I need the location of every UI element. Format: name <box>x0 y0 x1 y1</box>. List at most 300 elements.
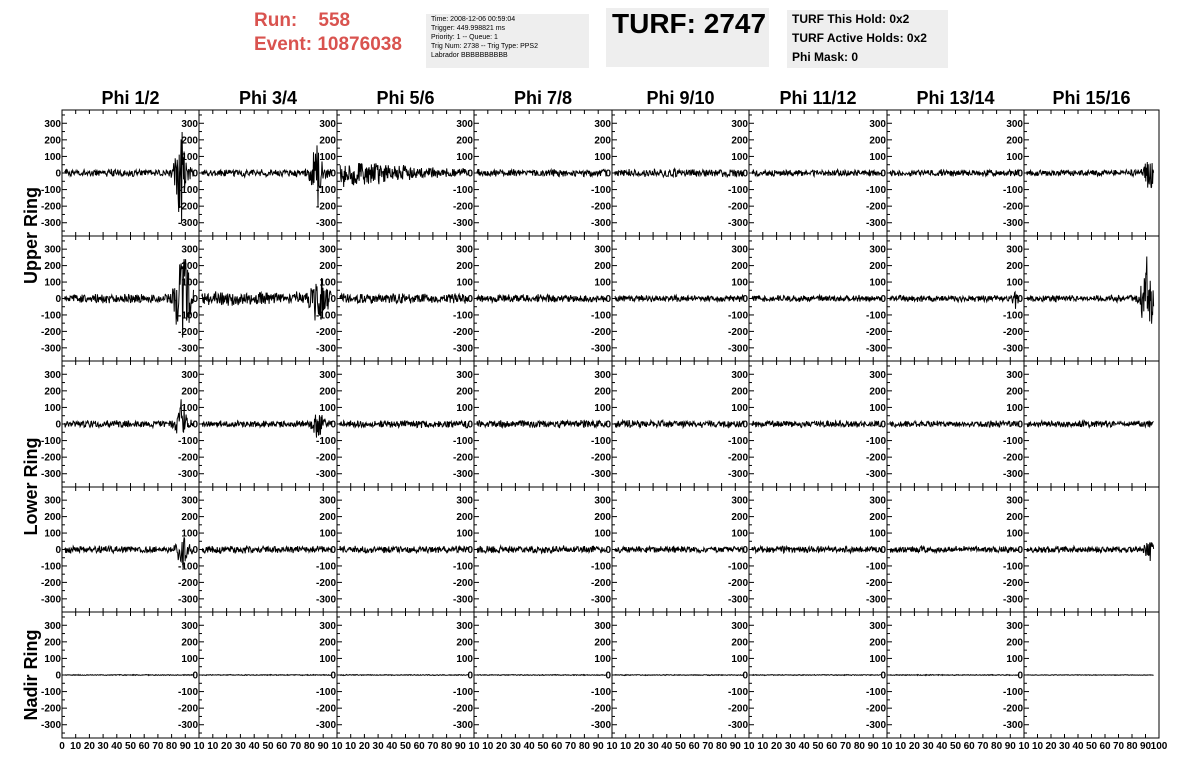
y-tick-label: 300 <box>319 620 336 632</box>
y-tick-label: 300 <box>456 620 473 632</box>
y-tick-label: 0 <box>330 545 336 556</box>
y-tick-label: -200 <box>452 201 473 213</box>
x-tick-label: 90 <box>867 741 879 752</box>
y-tick-label: 100 <box>731 402 748 414</box>
y-tick-label: 0 <box>55 294 61 305</box>
waveform-line <box>890 170 1019 177</box>
y-tick-label: 0 <box>192 294 198 305</box>
x-tick-label: 30 <box>647 741 659 752</box>
x-tick-label: 30 <box>784 741 796 752</box>
y-tick-label: -100 <box>452 185 473 197</box>
y-tick-label: -100 <box>727 310 748 322</box>
x-tick-label: 30 <box>234 741 246 752</box>
x-tick-label: 40 <box>523 741 535 752</box>
y-tick-label: 100 <box>319 402 336 414</box>
y-tick-label: -300 <box>452 720 473 732</box>
y-tick-label: 300 <box>181 369 198 381</box>
y-tick-label: 100 <box>44 277 61 289</box>
x-tick-label: 60 <box>826 741 838 752</box>
y-tick-label: 100 <box>456 653 473 665</box>
y-tick-label: -200 <box>177 703 198 715</box>
y-tick-label: -300 <box>727 594 748 606</box>
x-tick-label: 70 <box>152 741 164 752</box>
y-tick-label: -300 <box>452 343 473 355</box>
y-tick-label: -200 <box>40 577 61 589</box>
x-tick-label: 30 <box>509 741 521 752</box>
y-tick-label: -200 <box>40 703 61 715</box>
y-tick-label: -100 <box>452 561 473 573</box>
y-tick-label: -300 <box>727 469 748 481</box>
phi-mask: Phi Mask: 0 <box>792 50 859 64</box>
y-tick-label: -300 <box>40 469 61 481</box>
y-tick-label: -200 <box>590 201 611 213</box>
y-tick-label: 0 <box>55 419 61 431</box>
x-tick-label: 10 <box>193 741 205 752</box>
y-tick-label: 200 <box>44 261 61 273</box>
waveform-line <box>202 675 332 676</box>
y-tick-label: 300 <box>731 495 748 507</box>
y-tick-label: 0 <box>1017 168 1023 180</box>
waveform-line <box>752 295 882 302</box>
x-tick-label: 70 <box>427 741 439 752</box>
ring-label: Upper Ring <box>21 187 41 284</box>
y-tick-label: 200 <box>731 637 748 649</box>
x-tick-label: 60 <box>963 741 975 752</box>
y-tick-label: 300 <box>44 620 61 632</box>
y-tick-label: 200 <box>44 135 61 147</box>
y-tick-label: -100 <box>315 436 336 448</box>
waveform-line <box>890 546 1019 553</box>
x-tick-label: 10 <box>207 741 219 752</box>
y-tick-label: 100 <box>1006 402 1023 414</box>
waveform-line <box>752 546 882 553</box>
y-tick-label: -100 <box>177 185 198 197</box>
y-tick-label: 100 <box>869 528 886 540</box>
waveform-line <box>752 421 882 428</box>
y-tick-label: 200 <box>456 261 473 273</box>
y-tick-label: -300 <box>315 720 336 732</box>
y-tick-label: 100 <box>869 151 886 163</box>
y-tick-label: 100 <box>1006 528 1023 540</box>
y-tick-label: 100 <box>44 653 61 665</box>
y-tick-label: 0 <box>605 545 611 556</box>
x-tick-label: 90 <box>1139 741 1152 752</box>
y-tick-label: -100 <box>865 436 886 448</box>
x-tick-label: 30 <box>97 741 109 752</box>
y-tick-label: 0 <box>467 670 473 682</box>
x-tick-label: 50 <box>674 741 687 752</box>
waveform-line <box>202 415 332 438</box>
y-tick-label: 100 <box>319 151 336 163</box>
y-tick-label: -100 <box>1002 436 1023 448</box>
y-tick-label: 300 <box>456 495 473 507</box>
x-tick-label: 80 <box>991 741 1003 752</box>
waveform-line <box>1027 542 1154 561</box>
waveform-line <box>477 675 607 676</box>
waveform-line <box>65 132 194 224</box>
y-tick-label: 300 <box>319 495 336 507</box>
y-tick-label: 200 <box>1006 386 1023 398</box>
y-tick-label: 0 <box>880 419 886 431</box>
y-tick-label: 100 <box>594 528 611 540</box>
waveform-line <box>615 675 744 676</box>
y-tick-label: 0 <box>55 168 61 180</box>
column-title: Phi 9/10 <box>646 88 715 108</box>
y-tick-label: 100 <box>319 528 336 540</box>
y-tick-label: 100 <box>456 277 473 289</box>
y-tick-label: 300 <box>181 495 198 507</box>
waveform-line <box>477 169 607 177</box>
y-tick-label: 0 <box>467 545 473 556</box>
y-tick-label: 0 <box>880 294 886 305</box>
y-tick-label: 300 <box>319 118 336 130</box>
y-tick-label: -100 <box>590 310 611 322</box>
x-tick-label: 10 <box>606 741 618 752</box>
waveform-line <box>65 537 194 568</box>
column-title: Phi 15/16 <box>1052 88 1131 108</box>
x-tick-label: 60 <box>276 741 288 752</box>
y-tick-label: 0 <box>742 545 748 556</box>
y-tick-label: -300 <box>40 720 61 732</box>
y-tick-label: 100 <box>44 402 61 414</box>
x-tick-label: 20 <box>908 741 920 752</box>
x-tick-label: 50 <box>262 741 274 752</box>
y-tick-label: -300 <box>590 343 611 355</box>
y-tick-label: -200 <box>1002 703 1023 715</box>
y-tick-label: 300 <box>44 118 61 130</box>
y-tick-label: 300 <box>181 620 198 632</box>
y-tick-label: -300 <box>177 218 198 230</box>
x-tick-label: 50 <box>124 741 137 752</box>
y-tick-label: 300 <box>319 244 336 256</box>
y-tick-label: 0 <box>192 419 198 431</box>
y-tick-label: -300 <box>40 343 61 355</box>
waveform-line <box>340 163 469 187</box>
x-tick-label: 0 <box>59 741 65 752</box>
y-tick-label: 200 <box>456 512 473 524</box>
y-tick-label: -300 <box>40 218 61 230</box>
y-tick-label: 100 <box>1006 277 1023 289</box>
x-tick-label: 10 <box>345 741 357 752</box>
y-tick-label: 300 <box>731 118 748 130</box>
y-tick-label: -100 <box>590 185 611 197</box>
ring-label: Lower Ring <box>21 437 41 536</box>
y-tick-label: 300 <box>456 369 473 381</box>
y-tick-label: -300 <box>1002 343 1023 355</box>
x-tick-label: 10 <box>331 741 343 752</box>
y-tick-label: -200 <box>177 201 198 213</box>
y-tick-label: 200 <box>869 135 886 147</box>
y-tick-label: -200 <box>727 577 748 589</box>
y-tick-label: 0 <box>605 294 611 305</box>
y-tick-label: 100 <box>1006 151 1023 163</box>
y-tick-label: -200 <box>315 326 336 338</box>
x-tick-label: 50 <box>537 741 549 752</box>
event-value: 10876038 <box>317 34 402 55</box>
y-tick-label: -300 <box>177 594 198 606</box>
y-tick-label: 100 <box>594 402 611 414</box>
y-tick-label: -200 <box>40 201 61 213</box>
y-tick-label: -200 <box>727 326 748 338</box>
y-tick-label: -200 <box>452 452 473 464</box>
y-tick-label: -100 <box>40 310 61 322</box>
y-tick-label: -200 <box>865 452 886 464</box>
y-tick-label: -300 <box>315 218 336 230</box>
y-tick-label: -300 <box>177 720 198 732</box>
y-tick-label: 0 <box>467 419 473 431</box>
y-tick-label: -300 <box>452 218 473 230</box>
y-tick-label: -200 <box>1002 326 1023 338</box>
y-tick-label: -200 <box>40 326 61 338</box>
y-tick-label: 0 <box>330 294 336 305</box>
turf-this-hold: TURF This Hold: 0x2 <box>792 12 910 26</box>
y-tick-label: 300 <box>594 244 611 256</box>
y-tick-label: 300 <box>1006 495 1023 507</box>
y-tick-label: -300 <box>865 469 886 481</box>
x-tick-label: 100 <box>1150 741 1168 752</box>
waveform-line <box>65 259 194 338</box>
x-tick-label: 60 <box>1099 741 1111 752</box>
waveform-line <box>890 675 1019 676</box>
waveform-line <box>890 420 1019 427</box>
column-title: Phi 7/8 <box>513 88 573 108</box>
column-title: Phi 5/6 <box>376 88 435 108</box>
y-tick-label: -100 <box>1002 310 1023 322</box>
waveform-line <box>752 170 882 177</box>
waveform-line <box>752 675 882 676</box>
waveform-line <box>65 399 194 433</box>
y-tick-label: 200 <box>594 386 611 398</box>
y-tick-label: 100 <box>594 151 611 163</box>
y-tick-label: -200 <box>315 577 336 589</box>
y-tick-label: -100 <box>1002 185 1023 197</box>
y-tick-label: 200 <box>319 261 336 273</box>
x-tick-label: 50 <box>1085 741 1098 752</box>
x-tick-label: 90 <box>592 741 604 752</box>
y-tick-label: 200 <box>456 135 473 147</box>
y-tick-label: -200 <box>1002 201 1023 213</box>
y-tick-label: -200 <box>177 452 198 464</box>
y-tick-label: 200 <box>44 637 61 649</box>
y-tick-label: 200 <box>594 637 611 649</box>
y-tick-label: 300 <box>44 244 61 256</box>
x-tick-label: 90 <box>179 741 191 752</box>
y-tick-label: 100 <box>181 151 198 163</box>
x-tick-label: 30 <box>922 741 934 752</box>
info-labrador: Labrador BBBBBBBBBB <box>431 52 508 59</box>
waveform-line <box>615 420 744 428</box>
y-tick-label: 300 <box>869 495 886 507</box>
y-tick-label: -300 <box>590 469 611 481</box>
x-tick-label: 30 <box>1058 741 1071 752</box>
y-tick-label: -100 <box>452 436 473 448</box>
y-tick-label: 100 <box>869 653 886 665</box>
y-tick-label: -200 <box>590 577 611 589</box>
y-tick-label: 300 <box>594 118 611 130</box>
x-tick-label: 50 <box>812 741 824 752</box>
y-tick-label: 300 <box>731 244 748 256</box>
waveform-line <box>340 420 469 428</box>
y-tick-label: 100 <box>594 277 611 289</box>
y-tick-label: 200 <box>181 261 198 273</box>
x-tick-label: 40 <box>936 741 948 752</box>
y-tick-label: 300 <box>44 369 61 381</box>
y-tick-label: -100 <box>865 185 886 197</box>
x-tick-label: 40 <box>386 741 398 752</box>
y-tick-label: -300 <box>865 720 886 732</box>
y-tick-label: -100 <box>865 687 886 699</box>
x-tick-label: 10 <box>70 741 82 752</box>
y-tick-label: 100 <box>319 653 336 665</box>
y-tick-label: 300 <box>456 244 473 256</box>
y-tick-label: 200 <box>319 637 336 649</box>
y-tick-label: -100 <box>177 436 198 448</box>
waveform-line <box>340 294 469 304</box>
waveform-line <box>202 278 332 320</box>
y-tick-label: 0 <box>192 168 198 180</box>
y-tick-label: 200 <box>869 261 886 273</box>
y-tick-label: 100 <box>594 653 611 665</box>
y-tick-label: 0 <box>605 168 611 180</box>
y-tick-label: 200 <box>319 512 336 524</box>
x-tick-label: 20 <box>358 741 370 752</box>
y-tick-label: -300 <box>1002 469 1023 481</box>
y-tick-label: 200 <box>456 386 473 398</box>
x-tick-label: 50 <box>399 741 412 752</box>
x-tick-label: 90 <box>317 741 329 752</box>
y-tick-label: 200 <box>181 512 198 524</box>
info-time: Time: 2008-12-06 00:59:04 <box>431 16 516 23</box>
waveform-line <box>1027 162 1154 188</box>
x-tick-label: 50 <box>949 741 962 752</box>
column-title: Phi 1/2 <box>101 88 160 108</box>
x-tick-label: 20 <box>221 741 233 752</box>
y-tick-label: 200 <box>44 386 61 398</box>
x-tick-label: 40 <box>111 741 123 752</box>
y-tick-label: 200 <box>869 512 886 524</box>
y-tick-label: 0 <box>330 168 336 180</box>
column-title: Phi 3/4 <box>238 88 298 108</box>
x-tick-label: 20 <box>83 741 95 752</box>
y-tick-label: -100 <box>177 687 198 699</box>
y-tick-label: 200 <box>731 386 748 398</box>
x-tick-label: 10 <box>1031 741 1044 752</box>
column-title: Phi 11/12 <box>779 88 857 108</box>
y-tick-label: -200 <box>727 703 748 715</box>
y-tick-label: -300 <box>865 594 886 606</box>
x-tick-label: 60 <box>551 741 563 752</box>
y-tick-label: -100 <box>727 561 748 573</box>
y-tick-label: 300 <box>1006 244 1023 256</box>
y-tick-label: -300 <box>315 343 336 355</box>
waveform-line <box>890 292 1019 309</box>
waveform-line <box>477 420 607 428</box>
info-trigger: Trigger: 449.998821 ms <box>431 25 506 32</box>
y-tick-label: -100 <box>727 185 748 197</box>
y-tick-label: -100 <box>865 561 886 573</box>
y-tick-label: -300 <box>590 720 611 732</box>
x-tick-label: 10 <box>743 741 755 752</box>
y-tick-label: 200 <box>869 386 886 398</box>
y-tick-label: -300 <box>1002 218 1023 230</box>
y-tick-label: 0 <box>1017 545 1023 556</box>
x-tick-label: 80 <box>578 741 590 752</box>
waveform-line <box>65 675 194 676</box>
y-tick-label: 200 <box>319 135 336 147</box>
y-tick-label: 0 <box>55 670 61 682</box>
y-tick-label: -200 <box>452 326 473 338</box>
y-tick-label: -100 <box>452 687 473 699</box>
y-tick-label: 100 <box>731 653 748 665</box>
y-tick-label: -200 <box>590 703 611 715</box>
y-tick-label: -200 <box>590 326 611 338</box>
y-tick-label: -100 <box>727 436 748 448</box>
x-tick-label: 60 <box>688 741 700 752</box>
x-tick-label: 40 <box>798 741 810 752</box>
y-tick-label: -300 <box>40 594 61 606</box>
y-tick-label: -100 <box>40 436 61 448</box>
turf-number: TURF: 2747 <box>612 8 767 39</box>
waveform-line <box>202 546 332 554</box>
y-tick-label: -100 <box>590 561 611 573</box>
y-tick-label: -100 <box>315 310 336 322</box>
y-tick-label: 200 <box>456 637 473 649</box>
y-tick-label: -100 <box>865 310 886 322</box>
y-tick-label: -100 <box>177 310 198 322</box>
y-tick-label: -300 <box>590 594 611 606</box>
y-tick-label: 0 <box>1017 419 1023 431</box>
y-tick-label: -200 <box>177 577 198 589</box>
x-tick-label: 10 <box>881 741 893 752</box>
waveform-line <box>1027 675 1154 676</box>
y-tick-label: 200 <box>594 261 611 273</box>
y-tick-label: 200 <box>869 637 886 649</box>
y-tick-label: -200 <box>865 201 886 213</box>
y-tick-label: 0 <box>880 545 886 556</box>
y-tick-label: 200 <box>181 637 198 649</box>
x-tick-label: 90 <box>454 741 466 752</box>
y-tick-label: -300 <box>452 469 473 481</box>
x-tick-label: 80 <box>166 741 178 752</box>
turf-active-holds: TURF Active Holds: 0x2 <box>792 31 927 45</box>
y-tick-label: -200 <box>865 326 886 338</box>
y-tick-label: -100 <box>590 687 611 699</box>
y-tick-label: 100 <box>869 402 886 414</box>
y-tick-label: -300 <box>727 343 748 355</box>
run-label: Run: <box>254 10 298 31</box>
y-tick-label: 300 <box>594 495 611 507</box>
waveform-line <box>340 675 469 676</box>
y-tick-label: -200 <box>1002 452 1023 464</box>
y-tick-label: -200 <box>315 201 336 213</box>
x-tick-label: 70 <box>565 741 577 752</box>
y-tick-label: 100 <box>44 151 61 163</box>
y-tick-label: 200 <box>1006 637 1023 649</box>
x-tick-label: 10 <box>757 741 769 752</box>
waveform-line <box>615 546 744 553</box>
x-tick-label: 10 <box>468 741 480 752</box>
x-tick-label: 60 <box>138 741 150 752</box>
x-tick-label: 80 <box>716 741 728 752</box>
y-tick-label: -200 <box>452 703 473 715</box>
y-tick-label: -300 <box>452 594 473 606</box>
y-tick-label: 300 <box>181 118 198 130</box>
y-tick-label: 300 <box>456 118 473 130</box>
x-tick-label: 20 <box>771 741 783 752</box>
waveform-line <box>202 145 332 206</box>
y-tick-label: 200 <box>731 261 748 273</box>
y-tick-label: 100 <box>181 402 198 414</box>
